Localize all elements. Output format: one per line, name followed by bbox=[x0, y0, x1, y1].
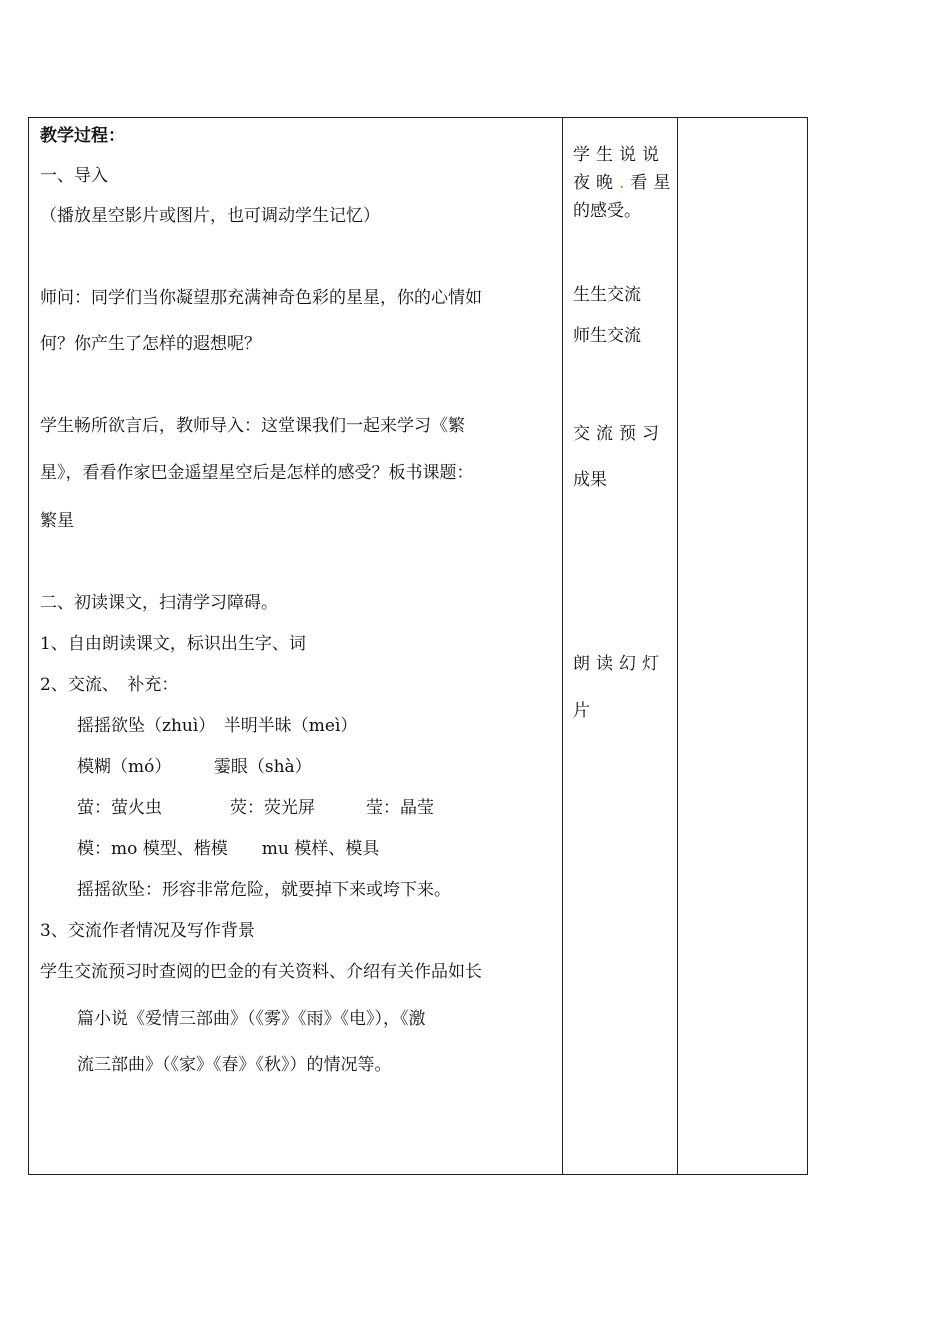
vocab-line: 摇摇欲坠：形容非常危险，就要掉下来或垮下来。 bbox=[77, 880, 451, 900]
vocab-line: 摇摇欲坠（zhuì） 半明半昧（meì） bbox=[77, 716, 358, 736]
activity-text: 朗读幻灯 bbox=[573, 654, 665, 674]
body-text: 流三部曲》（《家》《春》《秋》）的情况等。 bbox=[77, 1055, 392, 1075]
section-title: 二、初读课文，扫清学习障碍。 bbox=[40, 593, 278, 613]
vocab-line: 模糊（mó） 霎眼（shà） bbox=[77, 757, 312, 777]
body-text: 何？你产生了怎样的遐想呢？ bbox=[40, 334, 261, 354]
column-divider bbox=[677, 118, 678, 1174]
list-item: 1、自由朗读课文，标识出生字、词 bbox=[40, 634, 306, 654]
section-title: 一、导入 bbox=[40, 166, 108, 186]
body-text: 星》，看看作家巴金遥望星空后是怎样的感受？板书课题： bbox=[40, 463, 474, 483]
vocab-line: 模：mo 模型、楷模 mu 模样、模具 bbox=[77, 839, 380, 859]
vocab-line: 萤：萤火虫 荧：荧光屏 莹：晶莹 bbox=[77, 798, 434, 818]
body-text: 篇小说《爱情三部曲》（《雾》《雨》《电》），《激 bbox=[77, 1009, 426, 1029]
body-text: 繁星 bbox=[40, 511, 74, 531]
activity-text: 片 bbox=[573, 701, 590, 721]
activity-text: 的感受。 bbox=[573, 201, 641, 221]
lesson-table bbox=[28, 117, 808, 1175]
emphasis-dot: . bbox=[619, 173, 631, 193]
activity-text: 师生交流 bbox=[573, 326, 641, 346]
body-text: （播放星空影片或图片，也可调动学生记忆） bbox=[40, 206, 380, 226]
activity-text: 学生说说 bbox=[573, 145, 665, 165]
list-item: 2、交流、 补充： bbox=[40, 675, 179, 695]
section-heading: 教学过程： bbox=[40, 126, 125, 146]
activity-text: 成果 bbox=[573, 470, 607, 490]
list-item: 3、交流作者情况及写作背景 bbox=[40, 921, 255, 941]
activity-text: 夜晚.看星 bbox=[573, 173, 677, 193]
body-text: 学生交流预习时查阅的巴金的有关资料、介绍有关作品如长 bbox=[40, 962, 482, 982]
activity-text: 生生交流 bbox=[573, 285, 641, 305]
body-text: 师问：同学们当你凝望那充满神奇色彩的星星，你的心情如 bbox=[40, 288, 482, 308]
activity-text: 交流预习 bbox=[573, 424, 665, 444]
body-text: 学生畅所欲言后，教师导入：这堂课我们一起来学习《繁 bbox=[40, 416, 465, 436]
column-divider bbox=[562, 118, 563, 1174]
